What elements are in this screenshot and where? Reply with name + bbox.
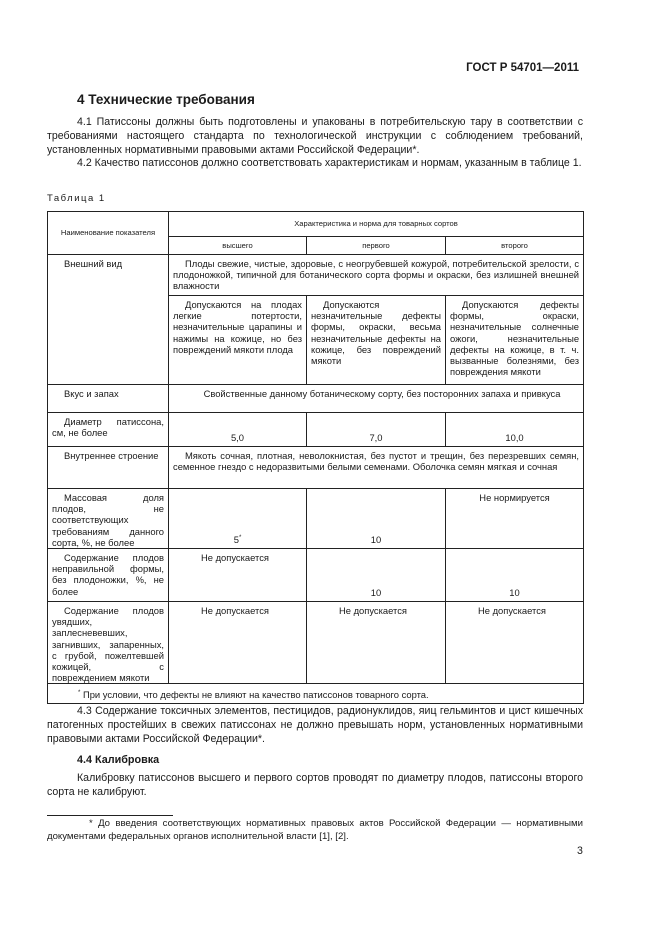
inner-common: Мякоть сочная, плотная, неволокнистая, без пустот и трещин, без перезревших семян, семенное гнездо с недоразвитыми белыми семенами. Оболочка семян мягкая и сочная [169, 447, 584, 489]
paragraph-4-4: Калибровку патиссонов высшего и первого сортов проводят по диаметру плодов, патиссоны второго сорта не калибруют. [47, 772, 583, 798]
paragraph-4-2: 4.2 Качество патиссонов должно соответствовать характеристикам и нормам, указанным в таблице 1. [77, 157, 582, 169]
withered-second: Не допускается [446, 602, 584, 684]
appearance-second: Допускаются дефекты формы, окраски, незначительные солнечные ожоги, незначительные дефекты на кожице, в т. ч. вызванные болезнями, без повреждения мякоти [446, 296, 584, 385]
irregular-second: 10 [446, 549, 584, 602]
row-name-withered: Содержание плодов увядших, заплесневевших, загнивших, запаренных, с грубой, пожелтевшей кожицей, с повреждением мякоти [48, 602, 169, 684]
taste-common: Свойственные данному ботаническому сорту, без посторонних запаха и привкуса [169, 385, 584, 413]
footnote-separator [47, 815, 173, 816]
row-name-irregular: Содержание плодов неправильной формы, без плодоножки, %, не более [48, 549, 169, 602]
mass-share-premium-mark: * [238, 534, 242, 541]
table-caption: Таблица 1 [47, 193, 106, 204]
header-grade-premium: высшего [169, 237, 307, 255]
page-footnote: * До введения соответствующих нормативных правовых актов Российской Федерации — нормативными документами федеральных органов исполнительной власти [1], [2]. [47, 818, 583, 842]
mass-share-first: 10 [307, 489, 446, 549]
row-name-taste: Вкус и запах [48, 385, 169, 413]
row-name-appearance: Внешний вид [48, 255, 169, 385]
irregular-first: 10 [307, 549, 446, 602]
diameter-premium: 5,0 [169, 413, 307, 447]
document-code: ГОСТ Р 54701—2011 [466, 62, 579, 74]
diameter-second: 10,0 [446, 413, 584, 447]
subsection-title-calibration: 4.4 Калибровка [77, 754, 160, 766]
table-footnote [48, 684, 584, 704]
header-grade-first: первого [307, 237, 446, 255]
requirements-table [47, 211, 584, 704]
mass-share-premium [169, 489, 307, 549]
row-name-diameter: Диаметр патиссона, см, не более [48, 413, 169, 447]
header-grade-group: Характеристика и норма для товарных сортов [169, 212, 584, 237]
paragraph-4-3: 4.3 Содержание токсичных элементов, пестицидов, радионуклидов, яиц гельминтов и цист кишечных патогенных простейших в свежих патиссонах не должно превышать норм, установленных нормативными правовыми актами Российской Федерации*. [47, 705, 583, 745]
appearance-common: Плоды свежие, чистые, здоровые, с неогрубевшей кожурой, потребительской зрелости, с плодоножкой, типичной для ботанического сорта формы и окраски, без излишней внешней влажности [169, 255, 584, 296]
withered-first: Не допускается [307, 602, 446, 684]
mass-share-premium-value: 5 [233, 533, 239, 545]
mass-share-second: Не нормируется [446, 489, 584, 549]
withered-premium: Не допускается [169, 602, 307, 684]
row-name-mass-share: Массовая доля плодов, не соответствующих требованиям данного сорта, %, не более [48, 489, 169, 549]
header-indicator-name: Наименование показателя [48, 212, 169, 255]
table-footnote-text: При условии, что дефекты не влияют на качество патиссонов товарного сорта. [82, 689, 429, 701]
header-grade-second: второго [446, 237, 584, 255]
table-footnote-mark: * [78, 690, 81, 697]
section-title: 4 Технические требования [77, 92, 255, 107]
appearance-first: Допускаются незначительные дефекты формы, окраски, весьма незначительные дефекты на кожице, без повреждений мякоти [307, 296, 446, 385]
row-name-inner: Внутреннее строение [48, 447, 169, 489]
paragraph-4-1: 4.1 Патиссоны должны быть подготовлены и упакованы в потребительскую тару в соответствии с требованиями настоящего стандарта по технологической инструкции с соблюдением требований, установленных нормативными правовыми актами Российской Федерации*. [47, 116, 583, 156]
appearance-premium: Допускаются на плодах легкие потертости, незначительные царапины и нажимы на кожице, но без повреждений мякоти плода [169, 296, 307, 385]
page-number: 3 [577, 845, 583, 857]
irregular-premium: Не допускается [169, 549, 307, 602]
diameter-first: 7,0 [307, 413, 446, 447]
